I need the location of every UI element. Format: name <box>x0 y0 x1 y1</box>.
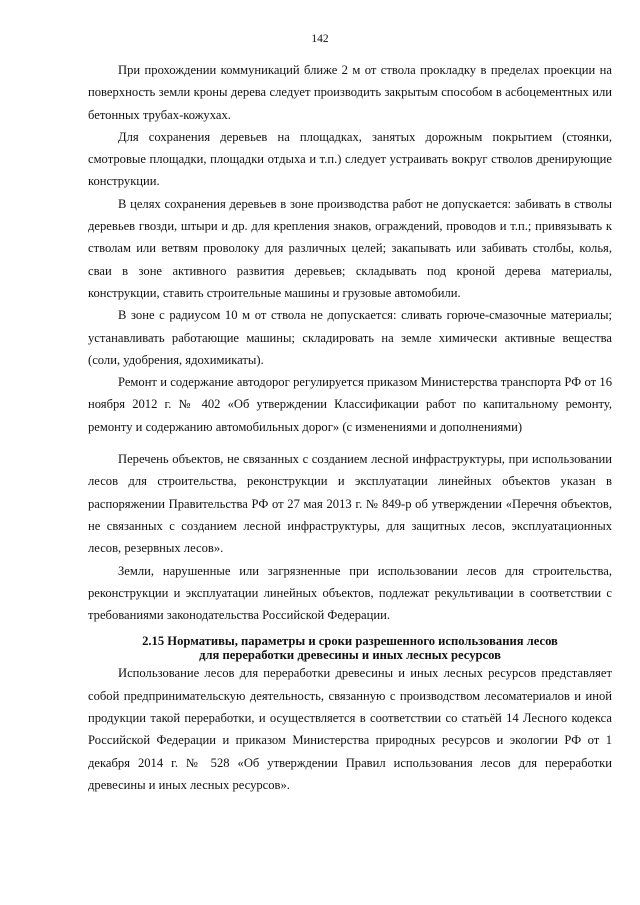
paragraph-drainage-structures: Для сохранения деревьев на площадках, занятых дорожным покрытием (стоянки, смотровые площадки, площадки отдыха и т.п.) следует устраивать вокруг стволов дренирующие конструкции. <box>88 129 612 189</box>
paragraph-work-zone-prohibitions: В целях сохранения деревьев в зоне производства работ не допускается: забивать в стволы деревьев гвозди, штыри и др. для крепления знаков, ограждений, проводов и т.п.; привязывать к стволам или ветвям проволоку для различных целей; закапывать или забивать столбы, колья, сваи в зоне активного развития деревьев; складывать под кроной дерева материалы, конструкции, ставить строительные машины и грузовые автомобили. <box>88 196 612 300</box>
paragraph-objects-list: Перечень объектов, не связанных с созданием лесной инфраструктуры, при использовании лесов для строительства, реконструкции и эксплуатации линейных объектов указан в распоряжении Правительства РФ от 27 мая 2013 г. № 849-р об утверждении «Перечня объектов, не связанных с созданием лесной инфраструктуры, для защитных лесов, эксплуатационных лесов, резервных лесов». <box>88 452 612 556</box>
page-number: 142 <box>311 33 329 45</box>
paragraph-land-recultivation: Земли, нарушенные или загрязненные при использовании лесов для строительства, реконструкции и эксплуатации линейных объектов, подлежат рекультивации в соответствии с требованиями законодательства Российской Федерации. <box>88 563 612 623</box>
document-body <box>88 59 612 796</box>
paragraph-road-maintenance: Ремонт и содержание автодорог регулируется приказом Министерства транспорта РФ от 16 ноября 2012 г. № 402 «Об утверждении Классификации работ по капитальному ремонту, ремонту и содержанию автомобильных дорог» (с изменениями и дополнениями) <box>88 375 612 434</box>
paragraph-wood-processing: Использование лесов для переработки древесины и иных лесных ресурсов представляет собой предпринимательскую деятельность, связанную с производством лесоматериалов и иной продукции такой переработки, и осуществляется в соответствии со статьёй 14 Лесного кодекса Российской Федерации и приказом Министерства природных ресурсов и экологии РФ от 1 декабря 2014 г. № 528 «Об утверждении Правил использования лесов для переработки древесины и иных лесных ресурсов». <box>88 666 612 792</box>
paragraph-radius-prohibitions: В зоне с радиусом 10 м от ствола не допускается: сливать горюче-смазочные материалы; устанавливать работающие машины; складировать на земле химически активные вещества (соли, удобрения, ядохимикаты). <box>88 308 612 367</box>
section-heading-line-1: 2.15 Нормативы, параметры и сроки разрешенного использования лесов <box>142 634 558 649</box>
section-heading-line-2: для переработки древесины и иных лесных ресурсов <box>199 648 501 663</box>
section-heading <box>88 634 612 662</box>
paragraph-utilities-laying: При прохождении коммуникаций ближе 2 м от ствола прокладку в пределах проекции на поверхность земли кроны дерева следует производить закрытым способом в асбоцементных или бетонных трубах-кожухах. <box>88 63 612 122</box>
